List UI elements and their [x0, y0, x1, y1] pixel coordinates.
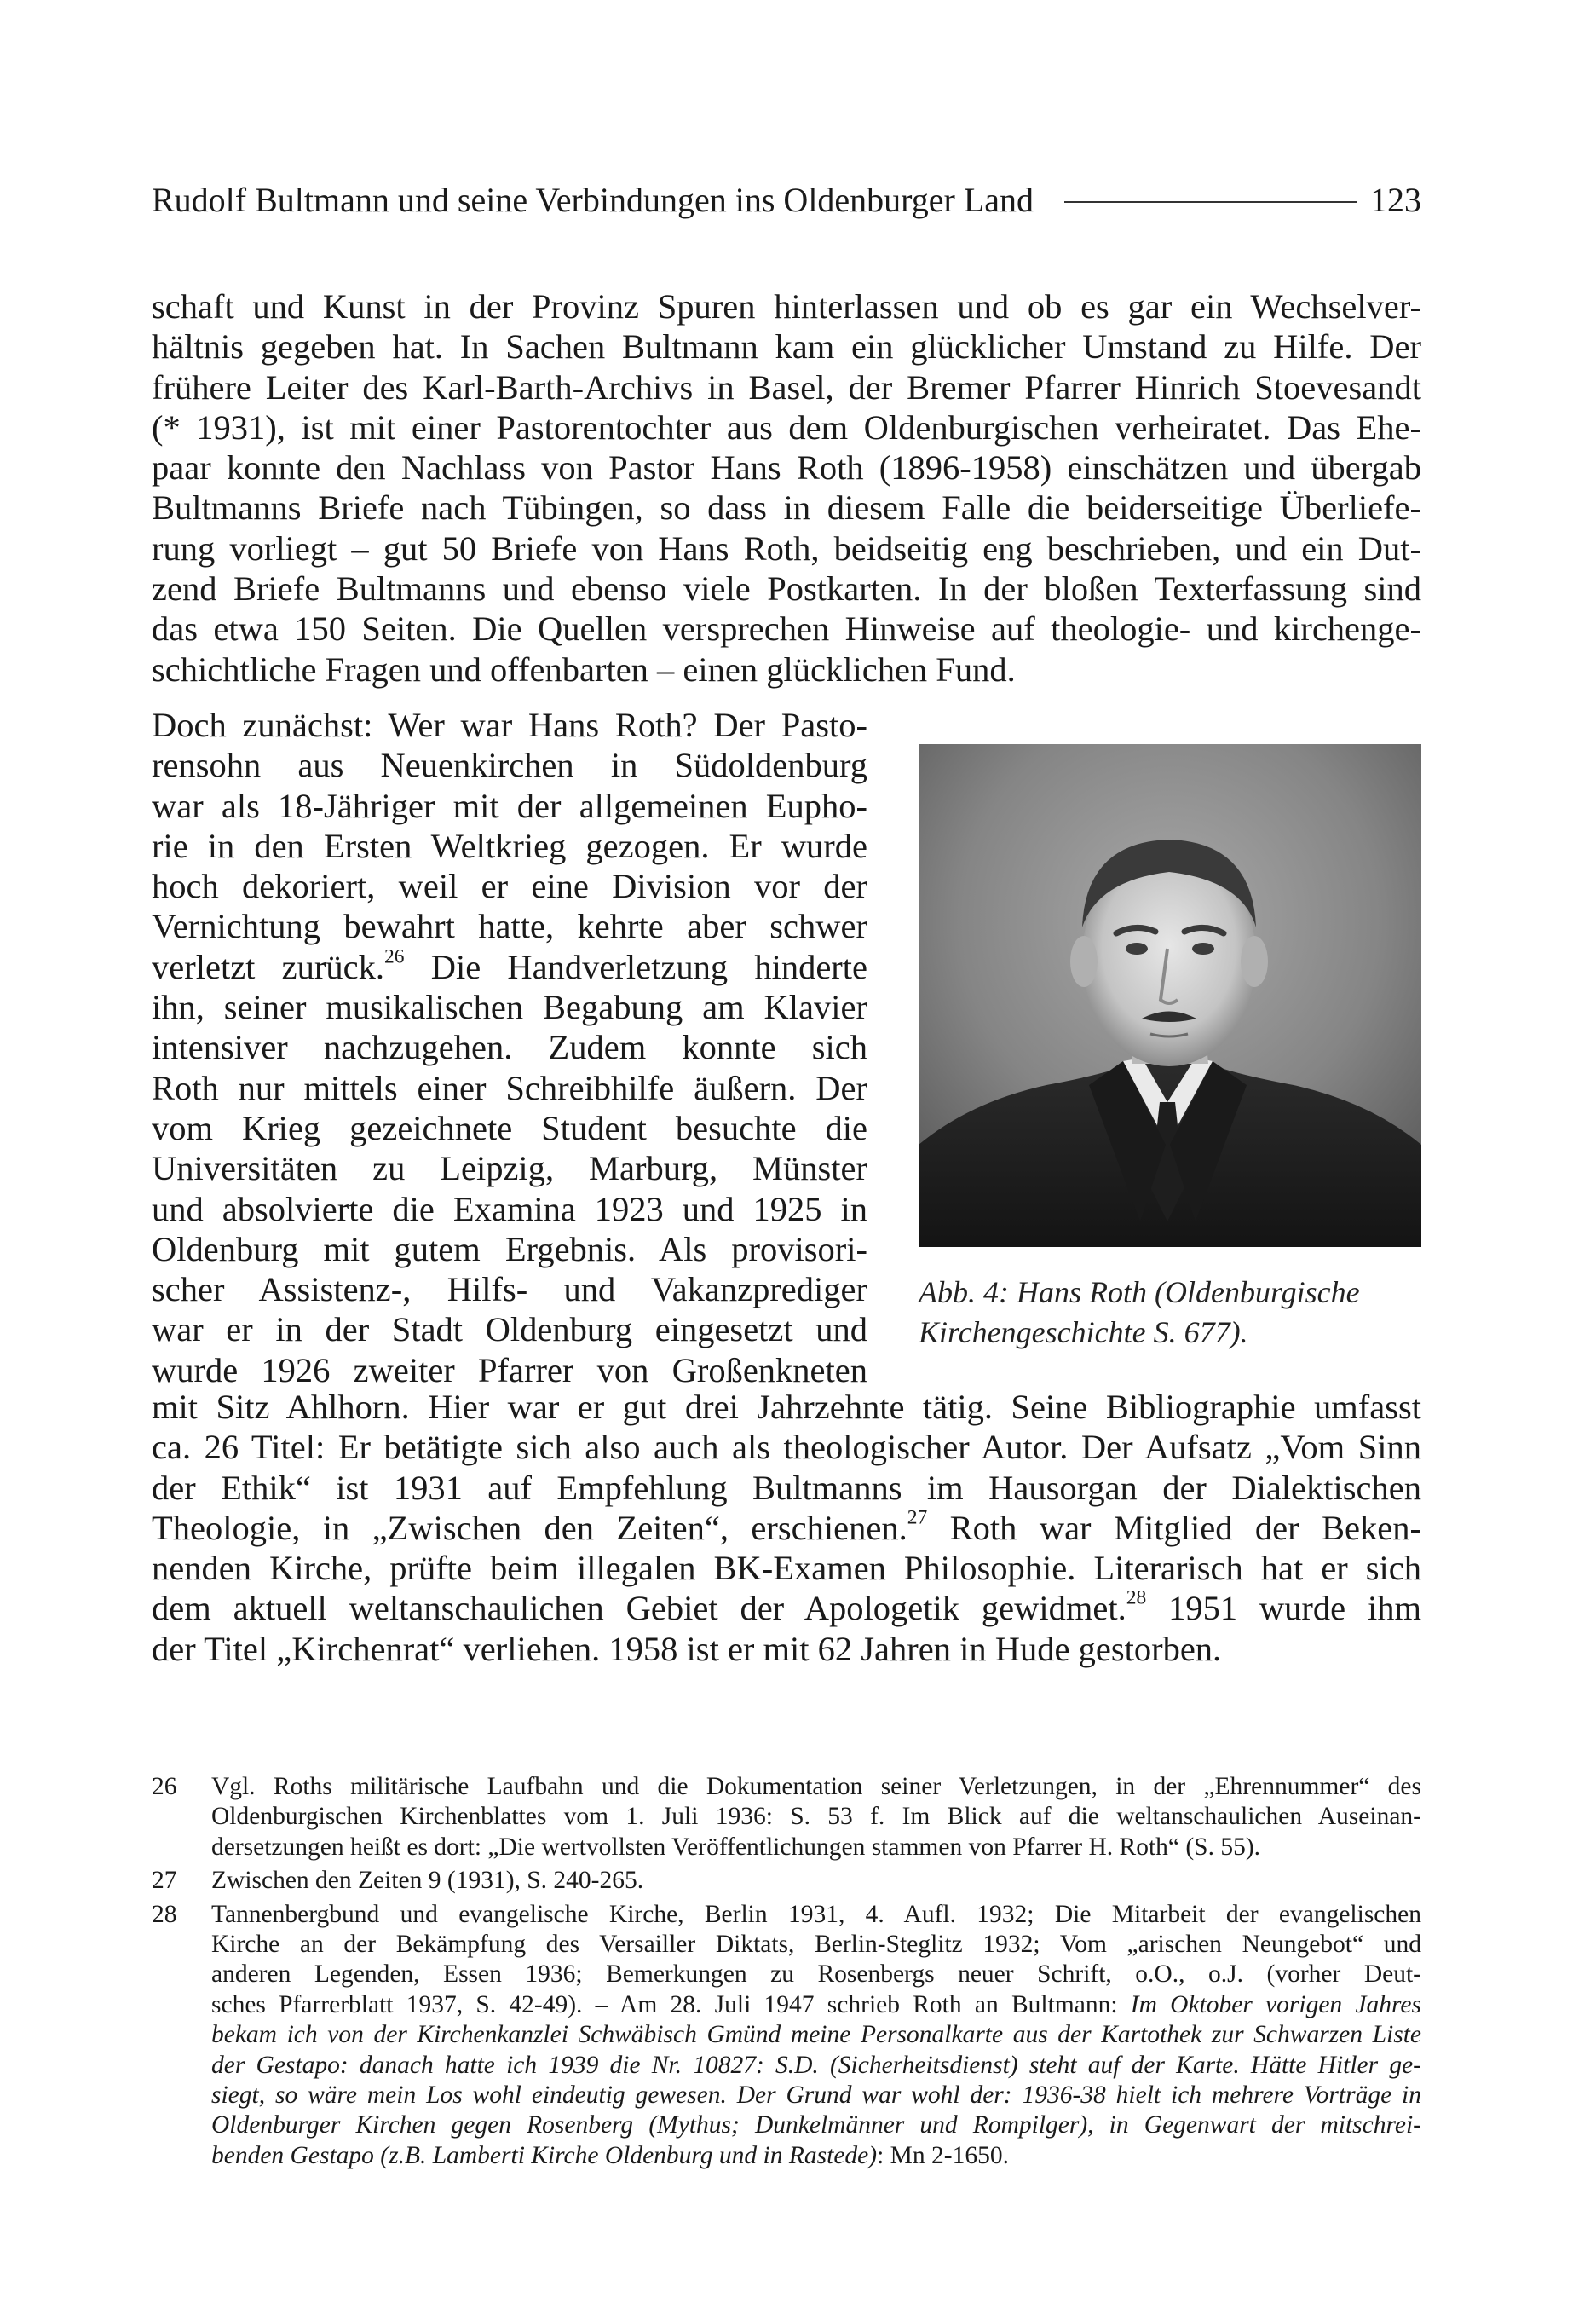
text-line: rie in den Ersten Weltkrieg gezogen. Er wurde: [152, 826, 867, 865]
text-line: schichtliche Fragen und offenbarten – einen glücklichen Fund.: [152, 650, 1016, 689]
footnote-ref-26[interactable]: 26: [383, 945, 405, 968]
text-line: mit Sitz Ahlhorn. Hier war er gut drei Jahrzehnte tätig. Seine Bibliographie umfasst: [152, 1388, 1421, 1426]
figure-caption: [919, 1273, 1430, 1353]
footnote-line: [211, 1990, 1421, 2020]
footnote-line: anderen Legenden, Essen 1936; Bemerkungen zu Rosenbergs neuer Schrift, o.O., o.J. (vorher Deut-: [211, 1960, 1421, 1989]
text-fragment: Roth war Mitglied der Beken-: [927, 1508, 1421, 1547]
text-fragment: Theologie, in „Zwischen den Zeiten“, erschienen.: [152, 1508, 907, 1547]
footnote-line: Oldenburger Kirchen gegen Rosenberg (Mythus; Dunkelmänner und Rompilger), in Gegenwart der mitschrei-: [211, 2111, 1421, 2139]
text-line: wurde 1926 zweiter Pfarrer von Großenkneten: [152, 1350, 867, 1389]
footnote-26: [152, 1772, 1421, 1862]
text-line: rung vorliegt – gut 50 Briefe von Hans Roth, beidseitig eng beschrieben, und ein Dut-: [152, 528, 1421, 568]
text-line: ihn, seiner musikalischen Begabung am Klavier: [152, 988, 867, 1027]
text-line: nenden Kirche, prüfte beim illegalen BK-Examen Philosophie. Literarisch hat er sich: [152, 1549, 1421, 1588]
footnote-line: Kirche an der Bekämpfung des Versailler Diktats, Berlin-Steglitz 1932; Vom „arischen Neungebot“ und: [211, 1930, 1421, 1958]
text-line: paar konnte den Nachlass von Pastor Hans Roth (1896-1958) einschätzen und übergab: [152, 448, 1421, 488]
footnote-27: [152, 1866, 1421, 1896]
page-number: 123: [1370, 181, 1421, 219]
text-line: hoch dekoriert, weil er eine Division vor der: [152, 867, 867, 906]
portrait-photo: [919, 744, 1421, 1247]
paragraph-intro: [152, 286, 1421, 690]
text-line: ca. 26 Titel: Er betätigte sich also auch als theologischer Autor. Der Aufsatz „Vom Sinn: [152, 1428, 1421, 1467]
text-line: und absolvierte die Examina 1923 und 1925 in: [152, 1189, 867, 1228]
text-line: [152, 1508, 1421, 1548]
text-line: intensiver nachzugehen. Zudem konnte sich: [152, 1028, 867, 1067]
text-line: [152, 1588, 1421, 1628]
footnote-number: 27: [152, 1867, 177, 1895]
caption-line: Abb. 4: Hans Roth (Oldenburgische: [919, 1275, 1360, 1309]
text-line: hältnis gegeben hat. In Sachen Bultmann kam ein glücklicher Umstand zu Hilfe. Der: [152, 327, 1421, 367]
text-line: das etwa 150 Seiten. Die Quellen versprechen Hinweise auf theologie- und kirchenge-: [152, 609, 1421, 649]
text-line: der Ethik“ ist 1931 auf Empfehlung Bultmanns im Hausorgan der Dialektischen: [152, 1468, 1421, 1507]
text-fragment: verletzt zurück.: [152, 947, 384, 986]
text-line: frühere Leiter des Karl-Barth-Archivs in Basel, der Bremer Pfarrer Hinrich Stoevesandt: [152, 367, 1421, 407]
text-line: Vernichtung bewahrt hatte, kehrte aber schwer: [152, 907, 867, 946]
footnote-number: 28: [152, 1900, 177, 1928]
text-line: Universitäten zu Leipzig, Marburg, Münster: [152, 1149, 867, 1188]
paragraph-career: [152, 1387, 1421, 1669]
footnote-ref-27[interactable]: 27: [907, 1506, 928, 1529]
portrait-illustration: [919, 744, 1421, 1247]
text-fragment: 1951 wurde ihm: [1146, 1589, 1421, 1628]
paragraph-biography: [152, 705, 867, 1390]
footnote-line: Oldenburgischen Kirchenblattes vom 1. Juli 1936: S. 53 f. Im Blick auf die weltanschaulichen Auseinan-: [211, 1803, 1421, 1831]
footnote-line: dersetzungen heißt es dort: „Die wertvollsten Veröffentlichungen stammen von Pfarrer H. Roth“ (S. 55).: [211, 1833, 1261, 1861]
text-line: Roth nur mittels einer Schreibhilfe äußern. Der: [152, 1068, 867, 1107]
text-line: war als 18-Jähriger mit der allgemeinen Eupho-: [152, 786, 867, 825]
footnotes: [152, 1772, 1421, 2171]
text-line: rensohn aus Neuenkirchen in Südoldenburg: [152, 746, 867, 785]
footnote-line: Zwischen den Zeiten 9 (1931), S. 240-265.: [211, 1867, 644, 1895]
footnote-ref-28[interactable]: 28: [1126, 1587, 1147, 1610]
running-header-title: Rudolf Bultmann und seine Verbindungen ins Oldenburger Land: [152, 181, 1034, 219]
quote-fragment: Im Oktober vorigen Jahres: [1130, 1990, 1421, 2018]
text-line: Doch zunächst: Wer war Hans Roth? Der Pasto-: [152, 706, 867, 744]
footnote-28: [152, 1900, 1421, 2172]
footnote-line: siegt, so wäre mein Los wohl eindeutig gewesen. Der Grund war wohl der: 1936-38 hielt ich mehrere Vorträge in: [211, 2081, 1421, 2109]
footnote-line: Tannenbergbund und evangelische Kirche, Berlin 1931, 4. Aufl. 1932; Die Mitarbeit der evangelischen: [211, 1900, 1421, 1928]
header-rule: [1064, 201, 1357, 203]
text-line: [152, 947, 867, 987]
footnote-line: bekam ich von der Kirchenkanzlei Schwäbisch Gmünd meine Personalkarte aus der Kartothek zur Schwarzen Liste: [211, 2021, 1421, 2049]
text-fragment: sches Pfarrerblatt 1937, S. 42-49). – Am 28. Juli 1947 schrieb Roth an Bultmann:: [211, 1990, 1131, 2018]
quote-fragment: benden Gestapo (z.B. Lamberti Kirche Oldenburg und in Rastede): [211, 2141, 878, 2169]
running-header: [152, 175, 1421, 226]
text-line: war er in der Stadt Oldenburg eingesetzt und: [152, 1310, 867, 1349]
text-line: scher Assistenz-, Hilfs- und Vakanzprediger: [152, 1270, 867, 1309]
text-fragment: : Mn 2-1650.: [877, 2141, 1009, 2169]
text-line: (* 1931), ist mit einer Pastorentochter aus dem Oldenburgischen verheiratet. Das Ehe-: [152, 407, 1421, 447]
footnote-line: [211, 2141, 1421, 2171]
text-line: schaft und Kunst in der Provinz Spuren hinterlassen und ob es gar ein Wechselver-: [152, 287, 1421, 326]
text-line: Bultmanns Briefe nach Tübingen, so dass in diesem Falle die beiderseitige Überliefe-: [152, 488, 1421, 528]
footnote-line: Vgl. Roths militärische Laufbahn und die Dokumentation seiner Verletzungen, in der „Ehrennummer“ des: [211, 1773, 1421, 1800]
text-line: der Titel „Kirchenrat“ verliehen. 1958 ist er mit 62 Jahren in Hude gestorben.: [152, 1629, 1222, 1668]
caption-line: Kirchengeschichte S. 677).: [919, 1315, 1248, 1349]
text-fragment: Die Handverletzung hinderte: [404, 947, 868, 986]
text-line: zend Briefe Bultmanns und ebenso viele Postkarten. In der bloßen Texterfassung sind: [152, 569, 1421, 609]
footnote-number: 26: [152, 1773, 177, 1800]
text-line: vom Krieg gezeichnete Student besuchte die: [152, 1108, 867, 1147]
text-line: Oldenburg mit gutem Ergebnis. Als provisori-: [152, 1229, 867, 1268]
footnote-line: der Gestapo: danach hatte ich 1939 die Nr. 10827: S.D. (Sicherheitsdienst) steht auf der Karte. Hätte Hitler ge-: [211, 2051, 1421, 2079]
text-fragment: dem aktuell weltanschaulichen Gebiet der Apologetik gewidmet.: [152, 1589, 1126, 1628]
